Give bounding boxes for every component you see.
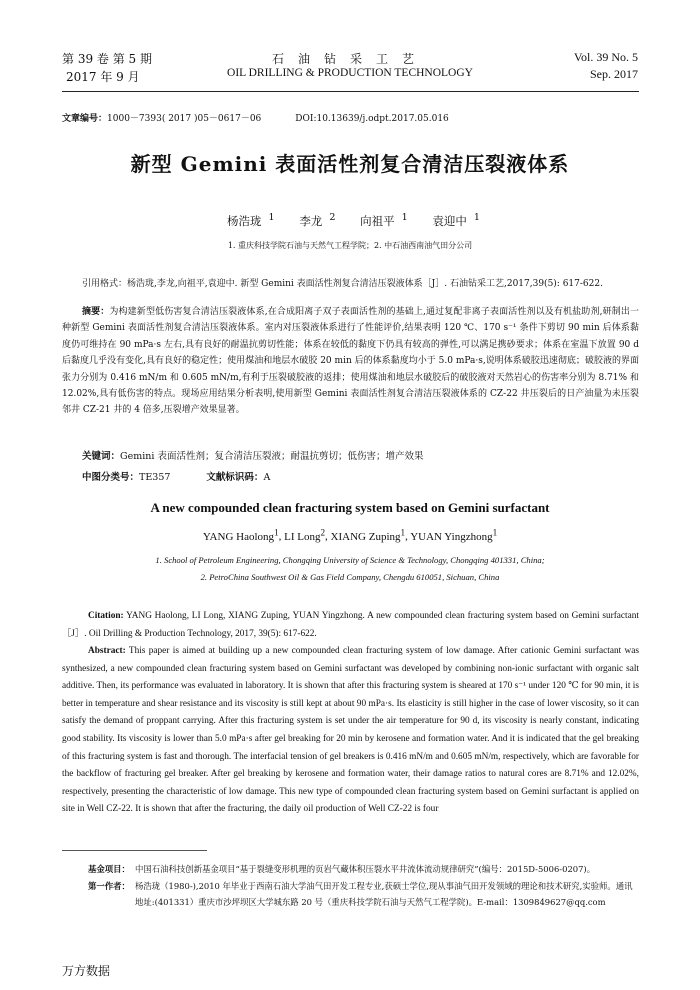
authors-en: YANG Haolong$^1$, LI Long$^2$, XIANG Zuping$^1$, YUAN Yingzhong$^1$ (202, 527, 498, 543)
title-en: A new compounded clean fracturing system based on Gemini surfactant (150, 500, 550, 515)
header-journal-name-en: OIL DRILLING & PRODUCTION TECHNOLOGY (227, 67, 473, 79)
keywords-cn-text: Gemini 表面活性剂；复合清洁压裂液；耐温抗剪切；低伤害；增产效果 (120, 451, 424, 462)
affiliation-en-2: 2. PetroChina Southwest Oil & Gas Field Company, Chengdu 610051, Sichuan, China (200, 572, 500, 582)
article-number-label: 文章编号： (62, 114, 108, 124)
header-volume-en: Vol. 39 No. 5 (573, 50, 638, 64)
abstract-en (62, 643, 639, 819)
author-en: XIANG Zuping$^1$ (330, 527, 406, 543)
keywords-cn-label: 关键词： (82, 451, 121, 462)
affiliations-cn: 1. 重庆科技学院石油与天然气工程学院；2. 中石油西南油气田分公司 (227, 241, 473, 250)
author-cn: 杨浩珑 $^1$ (227, 212, 275, 228)
first-author-text: 杨浩珑（1980-),2010 年毕业于西南石油大学油气田开发工程专业,获硕士学位,现从事油气田开发领域的理论和技术研究,实验师。通讯地址:(401331）重庆市沙坪坝区大学城东路 20 号（重庆科技学院石油与天然气工程学院)。E-mail：1309849627@qq.com (135, 881, 633, 907)
clc-label: 中图分类号： (82, 472, 140, 483)
title-cn: 新型 Gemini 表面活性剂复合清洁压裂液体系 (130, 152, 570, 176)
author-cn: 向祖平 $^1$ (360, 212, 408, 228)
citation-en (62, 608, 639, 643)
keywords-cn (62, 449, 659, 465)
header-volume-cn: 第 39 卷 第 5 期 (62, 52, 152, 66)
citation-en-label: Citation: (88, 611, 124, 621)
header-journal-name-cn: 石油钻采工艺 (271, 52, 428, 66)
first-author-footnote (88, 879, 640, 910)
header-rule (62, 91, 639, 92)
watermark: 万方数据 (62, 964, 111, 978)
abstract-en-text: This paper is aimed at building up a new compounded clean fracturing system of low damage. After cationic Gemini surfactant was synthesized, a new compounded clean fracturing system based on Gemini surfactant was developed by combining non-ionic surfactant with organic salt additive. Then, its performance was evaluated in laboratory. It is shown that after this fracturing system is sheared at 170 s⁻¹ under 120 ℃ for 90 min, it is better in temperature and shear resistance and its viscosity is still kept at about 90 mPa·s. Its elasticity is still higher in the case of lower viscosity, so it can satisfy the demand of proppant carrying. After this fracturing system is set under the air temperature for 90 d, its viscosity is nearly constant, indicating good stability. Its viscosity is lower than 5.0 mPa·s after gel breaking for 20 min by kerosene and formation water. And it is indicated that the gel breaking of this fracturing system is fast and thorough. The interfacial tension of gel breakers is 0.416 mN/m and 0.605 mN/m, respectively, which are favorable for the backflow of fracturing gel breaker. After gel breaking by kerosene and formation water, their damage ratios to natural cores are 8.71% and 12.02%, respectively, presenting the characteristic of low damage. This new type of compounded clean fracturing system based on Gemini surfactant is applied on site in Well CZ-22. It is shown that after the fracturing, the daily oil production of Well CZ-22 is four (62, 646, 640, 815)
citation-cn-label: 引用格式： (82, 279, 128, 289)
author-en: LI Long$^2$ (284, 527, 326, 543)
classification-line (62, 470, 659, 486)
citation-cn-text: 杨浩珑,李龙,向祖平,袁迎中. 新型 Gemini 表面活性剂复合清洁压裂液体系［J］. 石油钻采工艺,2017,39(5): 617-622. (127, 279, 603, 289)
authors-cn (0, 212, 700, 229)
abstract-en-label: Abstract: (88, 646, 126, 656)
fund-footnote (88, 862, 640, 877)
author-en: YANG Haolong$^1$ (202, 527, 279, 543)
doi: DOI:10.13639/j.odpt.2017.05.016 (295, 114, 449, 124)
fund-label: 基金项目： (88, 864, 130, 874)
article-number-value: 1000－7393( 2017 )05－0617－06 (107, 114, 262, 124)
author-cn: 袁迎中 $^1$ (432, 212, 480, 228)
clc-value: TE357 (139, 472, 171, 483)
article-number-line (62, 111, 449, 124)
fund-text: 中国石油科技创新基金项目“基于裂缝变形机理的页岩气藏体积压裂水平井流体流动规律研究”(编号：2015D-5006-0207)。 (135, 864, 596, 874)
header-date-cn: 2017 年 9 月 (66, 70, 140, 84)
author-cn: 李龙 $^2$ (299, 212, 336, 228)
abstract-cn (62, 304, 639, 419)
first-author-label: 第一作者： (88, 881, 130, 891)
doc-code-value: A (263, 472, 271, 483)
author-en: YUAN Yingzhong$^1$ (410, 527, 498, 543)
doc-code-label: 文献标识码： (206, 472, 264, 483)
footnote-rule (62, 850, 207, 851)
abstract-cn-label: 摘要： (82, 307, 110, 317)
header-date-en: Sep. 2017 (590, 67, 638, 81)
abstract-cn-text: 为构建新型低伤害复合清洁压裂液体系,在合成阳离子双子表面活性剂的基础上,通过复配非离子表面活性剂以及有机盐助剂,研制出一种新型 Gemini 表面活性剂复合清洁压裂液体系。室内对压裂液体系进行了性能评价,结果表明 120 ℃、170 s⁻¹ 条件下剪切 90 min 后体系黏度仍可维持在 90 mPa·s 左右,具有良好的耐温抗剪切性能；体系在较低的黏度下仍具有较高的弹性,可以满足携砂要求；体系在室温下放置 90 d 后黏度几乎没有变化,具有良好的稳定性；使用煤油和地层水破胶 20 min 后的体系黏度均小于 5.0 mPa·s,说明体系破胶迅速彻底；破胶液的界面张力分别为 0.416 mN/m 和 0.605 mN/m,有利于压裂破胶液的返排；使用煤油和地层水破胶后的破胶液对天然岩心的伤害率分别为 8.71% 和 12.02%,具有低伤害的特点。现场应用结果分析表明,使用新型 Gemini 表面活性剂复合清洁压裂液体系的 CZ-22 井压裂后的日产油量为未压裂邻井 CZ-21 井的 4 倍多,压裂增产效果显著。 (62, 307, 639, 416)
citation-cn (62, 276, 639, 292)
affiliation-en-1: 1. School of Petroleum Engineering, Chongqing University of Science & Technology, Chongqing 401331, China; (155, 555, 545, 565)
citation-en-text: YANG Haolong, LI Long, XIANG Zuping, YUAN Yingzhong. A new compounded clean fracturing system based on Gemini surfactant［J］. Oil Drilling & Production Technology, 2017, 39(5): 617-622. (62, 611, 639, 639)
